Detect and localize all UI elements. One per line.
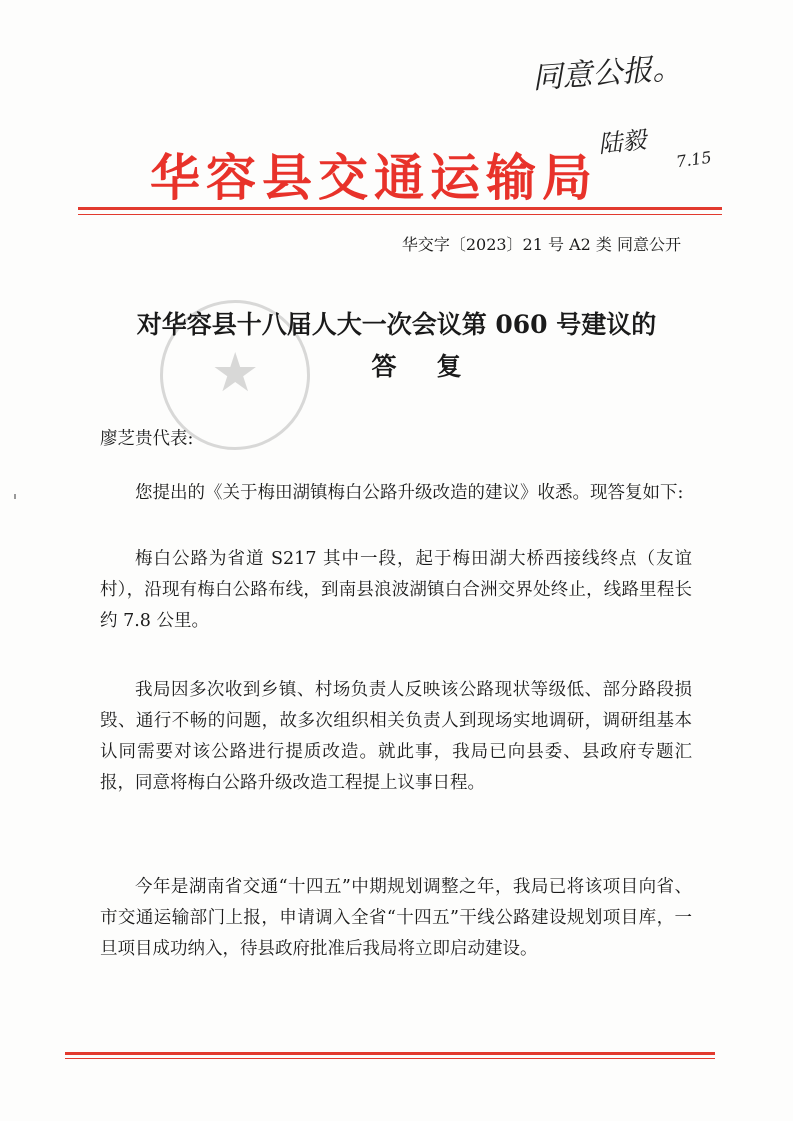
- document-title-line1: 对华容县十八届人大一次会议第 060 号建议的: [136, 310, 657, 339]
- paragraph-text: 您提出的《关于梅田湖镇梅白公路升级改造的建议》收悉。现答复如下:: [135, 483, 684, 503]
- handwritten-date: 7.15: [674, 147, 713, 172]
- handwritten-signature: 陆毅: [596, 125, 648, 159]
- header-rule-thin: [78, 214, 722, 215]
- handwritten-approval-note: 同意公报。: [531, 50, 684, 97]
- paragraph-text: 我局因多次收到乡镇、村场负责人反映该公路现状等级低、部分路段损毁、通行不畅的问题，故多次组织相关负责人到现场实地调研，调研组基本认同需要对该公路进行提质改造。就此事，我局已向县委、县政府专题汇报，同意将梅白公路升级改造工程提上议事日程。: [100, 680, 692, 793]
- body-paragraph-3: [100, 675, 692, 799]
- body-paragraph-4: [100, 872, 692, 965]
- footer-rule-thin: [65, 1058, 715, 1059]
- scan-mark: [14, 494, 16, 499]
- salutation: [100, 424, 692, 455]
- document-number: 华交字〔2023〕21 号 A2 类 同意公开: [401, 235, 681, 254]
- document-title-line2: 答复: [371, 352, 502, 381]
- salutation-text: 廖芝贵代表:: [100, 429, 194, 449]
- paragraph-text: 今年是湖南省交通“十四五”中期规划调整之年，我局已将该项目向省、市交通运输部门上报，申请调入全省“十四五”干线公路建设规划项目库，一旦项目成功纳入，待县政府批准后我局将立即启动建设。: [100, 877, 692, 959]
- organization-header: 华容县交通运输局: [150, 149, 598, 207]
- footer-rule-thick: [65, 1052, 715, 1055]
- seal-star-icon: ★: [211, 341, 260, 404]
- body-paragraph-1: [100, 478, 692, 509]
- body-paragraph-2: [100, 544, 692, 637]
- header-rule-thick: [78, 207, 722, 210]
- paragraph-text: 梅白公路为省道 S217 其中一段，起于梅田湖大桥西接线终点（友谊村），沿现有梅白公路布线，到南县浪波湖镇白合洲交界处终止，线路里程长约 7.8 公里。: [100, 549, 692, 631]
